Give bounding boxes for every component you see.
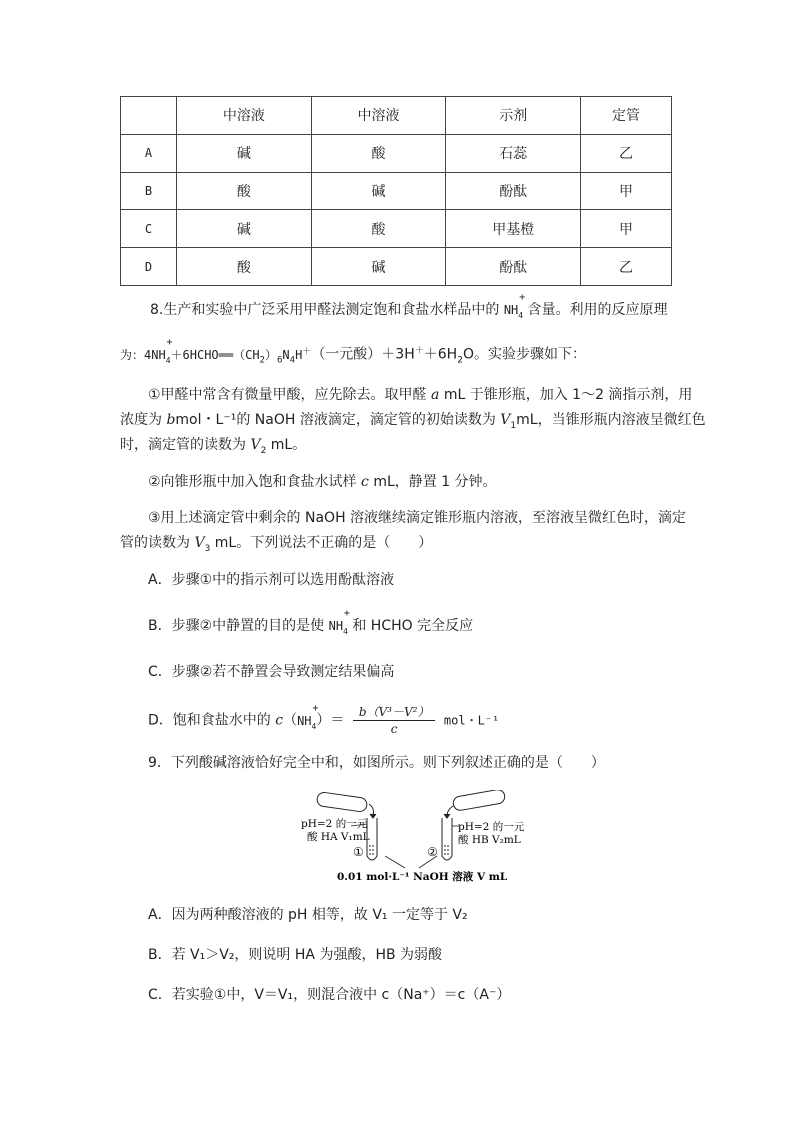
text: （一元酸）＋3H [311, 346, 415, 363]
table-row [121, 134, 672, 172]
nh4-formula: $NH_4$ + [297, 702, 319, 731]
table-row [121, 248, 672, 286]
q8-option-d: D．饱和食盐水中的 $c(NH_4$ + ）＝ $\frac{\text{b（V³－V²）}}{c}$ mol・L⁻¹ [148, 704, 499, 739]
table-cell: 酚酞 [446, 172, 581, 210]
table-cell: 酚酞 [446, 248, 581, 286]
table-cell: 甲 [581, 210, 672, 248]
figure-label-left-1: pH=2 的一元 [301, 818, 368, 830]
table-cell: B [121, 172, 177, 210]
q9-stem: 9．下列酸碱溶液恰好完全中和，如图所示。则下列叙述正确的是（ ） [148, 755, 605, 771]
text: ＋ [414, 346, 424, 356]
left-pouring-tube [316, 792, 376, 818]
q8-option-a: A．步骤①中的指示剂可以选用酚酞溶液 [148, 572, 395, 588]
table-cell: 乙 [581, 248, 672, 286]
table-header-row [121, 97, 672, 135]
table-header-cell: 中溶液 [311, 97, 446, 135]
figure-label-left-2: 酸 HA V₁mL [307, 831, 370, 843]
table-row [121, 210, 672, 248]
q9-option-c: C．若实验①中，V＝V₁，则混合液中 c（Na⁺）＝c（A⁻） [148, 987, 511, 1003]
figure-label-right-1: pH=2 的一元 [458, 821, 525, 833]
q8-step1-line3: 时，滴定管的读数为 $V_2$ mL。 [120, 437, 307, 456]
nh4-formula: $NH_4$ + [328, 608, 350, 636]
titration-figure [295, 790, 535, 890]
nh4-formula: $NH_4$ + [503, 292, 526, 320]
table-cell: 酸 [311, 134, 446, 172]
table-cell: 甲基橙 [446, 210, 581, 248]
right-test-tube [442, 818, 452, 860]
table-cell: 酸 [311, 210, 446, 248]
q8-line-1 [150, 292, 668, 322]
table-cell: D [121, 248, 177, 286]
figure-label-1: ① [353, 845, 364, 859]
q9-option-b: B．若 V₁＞V₂，则说明 HA 为强酸，HB 为弱酸 [148, 947, 443, 963]
text: ＋6H [423, 346, 458, 363]
text: O。实验步骤如下： [462, 346, 586, 363]
q8-step1-line1: ①甲醛中常含有微量甲酸，应先除去。取甲醛 a mL 于锥形瓶，加入 1～2 滴指示剂，用 [148, 387, 693, 403]
q8-step1-line2: 浓度为 bmol・L⁻¹的 NaOH 溶液滴定，滴定管的初始读数为 $V_1mL$，当锥形瓶内溶液呈微红色 [120, 412, 706, 431]
table-header-cell [121, 97, 177, 135]
table-cell: 甲 [581, 172, 672, 210]
table-cell: 酸 [177, 172, 312, 210]
q8-step2: ②向锥形瓶中加入饱和食盐水试样 c mL，静置 1 分钟。 [148, 474, 497, 490]
q8-step3-line1: ③用上述滴定管中剩余的 NaOH 溶液继续滴定锥形瓶内溶液，至溶液呈微红色时，滴定 [148, 510, 687, 526]
figure-label-bottom: 0.01 mol·L⁻¹ NaOH 溶液 V mL [337, 871, 508, 883]
table-cell: 酸 [177, 248, 312, 286]
table-cell: 碱 [177, 210, 312, 248]
fraction: $\frac{\text{b（V³－V²）}}{c}$ [353, 704, 436, 737]
table-cell: A [121, 134, 177, 172]
q8-step3-line2: 管的读数为 $V_3$ mL。下列说法不正确的是（ ） [120, 535, 433, 554]
table-row [121, 172, 672, 210]
equation: 为：$4NH_4$ + $+6HCHO══(CH_2)_6N_4H^+$ [120, 336, 312, 366]
q9-option-a: A．因为两种酸溶液的 pH 相等，故 V₁ 一定等于 V₂ [148, 907, 468, 923]
text: 含量。利用的反应原理 [527, 302, 668, 318]
table-cell: 碱 [177, 134, 312, 172]
figure-label-2: ② [427, 845, 438, 859]
table-header-cell: 定管 [581, 97, 672, 135]
q8-option-b: B．步骤②中静置的目的是使 $NH_4$ + 和 HCHO 完全反应 [148, 608, 474, 636]
q8-line-2: 为：$4NH_4$ + $+6HCHO══(CH_2)_6N_4H^+$（一元酸）$+3H^++6H_2O$。实验步骤如下： [120, 336, 586, 366]
q8-option-c: C．步骤②若不静置会导致测定结果偏高 [148, 664, 395, 680]
table-cell: 碱 [311, 248, 446, 286]
table-cell: C [121, 210, 177, 248]
figure-label-right-2: 酸 HB V₂mL [458, 834, 521, 846]
table-cell: 乙 [581, 134, 672, 172]
table-cell: 石蕊 [446, 134, 581, 172]
right-pouring-tube [444, 790, 506, 818]
answer-table [120, 96, 672, 286]
table-header-cell: 示剂 [446, 97, 581, 135]
text: 8.生产和实验中广泛采用甲醛法测定饱和食盐水样品中的 [150, 302, 500, 318]
table-cell: 碱 [311, 172, 446, 210]
table-header-cell: 中溶液 [177, 97, 312, 135]
